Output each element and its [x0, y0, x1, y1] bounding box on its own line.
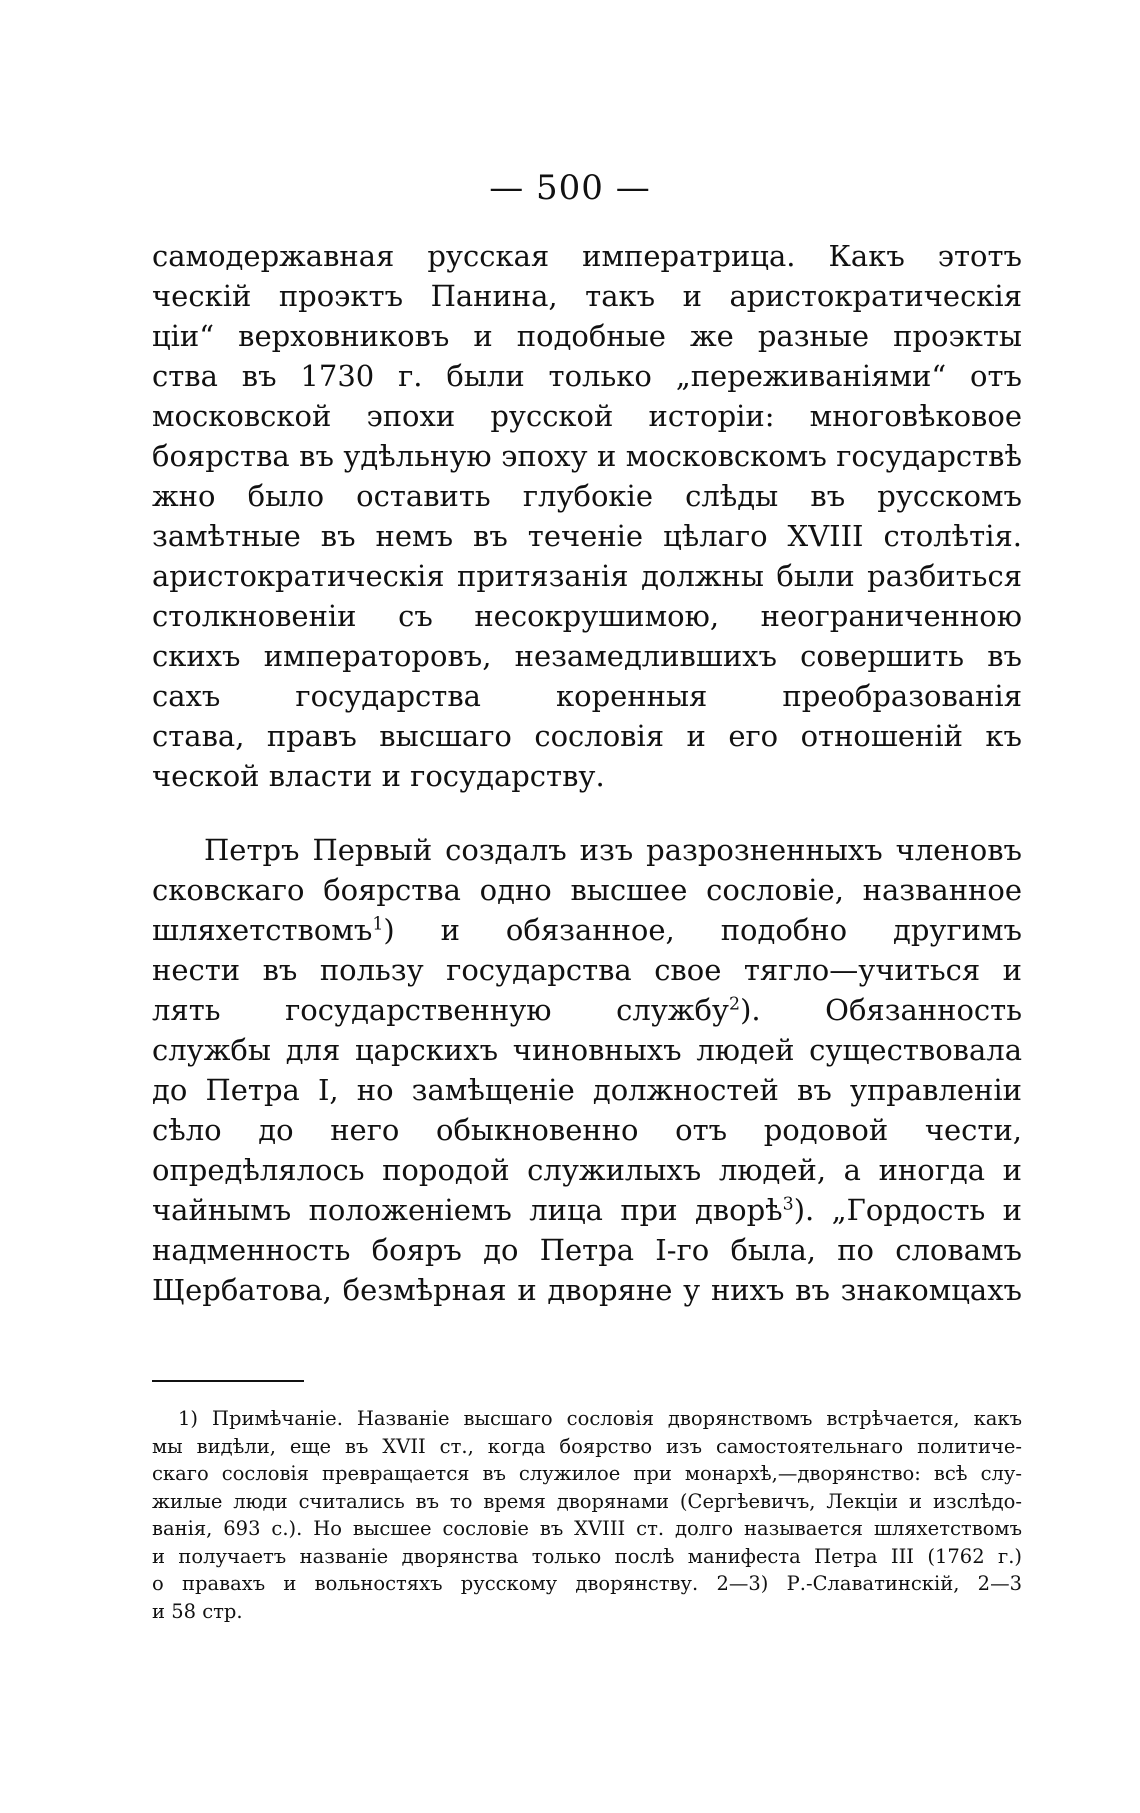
- page-number: — 500 —: [489, 168, 651, 208]
- footnote-line: скаго сословія превращается въ служилое при монархѣ,—дворянство: всѣ слу-: [152, 1462, 1022, 1485]
- text-fragment: чайнымъ положеніемъ лица при дворѣ: [152, 1193, 783, 1227]
- text-fragment: ) и обязанное, подобно другимъ: [383, 913, 1022, 947]
- footnote-line: 1) Примѣчаніе. Названіе высшаго сословія дворянствомъ встрѣчается, какъ: [178, 1407, 1022, 1430]
- text-line: скихъ императоровъ, незамедлившихъ совершить въ: [152, 639, 1022, 673]
- footnote-line: о правахъ и вольностяхъ русскому дворянству. 2—3) Р.-Славатинскій, 2—3: [152, 1572, 1022, 1595]
- text-line: замѣтные въ немъ въ теченіе цѣлаго XVIII столѣтія.: [152, 519, 1022, 553]
- text-line: московской эпохи русской исторіи: многовѣковое: [152, 399, 1022, 433]
- text-line: сковскаго боярства одно высшее сословіе, названное: [152, 873, 1022, 907]
- text-line: ціи“ верховниковъ и подобные же разные проэкты: [152, 319, 1022, 353]
- text-fragment: шляхетствомъ: [152, 913, 373, 947]
- text-fragment: ). Обязанность: [740, 993, 1022, 1027]
- text-line: боярства въ удѣльную эпоху и московскомъ государствѣ: [152, 439, 1022, 473]
- text-line: нести въ пользу государства свое тягло—учиться и: [152, 953, 1022, 987]
- text-line: става, правъ высшаго сословія и его отношеній къ: [152, 719, 1022, 753]
- text-fragment: ). „Гордость и: [793, 1193, 1022, 1227]
- footnote-line: и получаетъ названіе дворянства только послѣ манифеста Петра III (1762 г.): [152, 1544, 1022, 1568]
- footnote-reference-1[interactable]: 1: [372, 914, 384, 935]
- text-line: жно было оставить глубокіе слѣды въ русскомъ: [152, 479, 1022, 513]
- text-line: [152, 990, 1022, 1030]
- paragraph-2: [152, 830, 1022, 1310]
- footnotes: [152, 1405, 1022, 1625]
- footnote-line: и 58 стр.: [152, 1599, 243, 1623]
- text-line: ческій проэктъ Панина, такъ и аристократическія: [152, 279, 1022, 313]
- text-line: Щербатова, безмѣрная и дворяне у нихъ въ знакомцахъ: [152, 1273, 1022, 1307]
- text-line: [152, 910, 1022, 950]
- text-line: [152, 1190, 1022, 1230]
- footnote-line: жилые люди считались въ то время дворянами (Сергѣевичъ, Лекціи и изслѣдо-: [152, 1489, 1022, 1513]
- footnote-reference-2[interactable]: 2: [729, 994, 741, 1015]
- footnote-line: ванія, 693 с.). Но высшее сословіе въ XVIII ст. долго называется шляхетствомъ: [152, 1517, 1022, 1540]
- footnote-reference-3[interactable]: 3: [782, 1194, 794, 1215]
- text-line: до Петра I, но замѣщеніе должностей въ управленіи: [152, 1073, 1022, 1107]
- text-line: опредѣлялось породой служилыхъ людей, а иногда и: [152, 1153, 1022, 1187]
- text-line: надменность бояръ до Петра I-го была, по словамъ: [152, 1233, 1022, 1267]
- text-line: аристократическія притязанія должны были разбиться: [152, 559, 1022, 593]
- text-line: службы для царскихъ чиновныхъ людей существовала: [152, 1033, 1022, 1067]
- text-line: ства въ 1730 г. были только „переживаніями“ отъ: [152, 359, 1022, 393]
- text-line: ческой власти и государству.: [152, 759, 605, 793]
- text-line: сахъ государства коренныя преобразованія: [152, 679, 1022, 713]
- paragraph-1: [152, 236, 1022, 796]
- text-line: Петръ Первый создалъ изъ разрозненныхъ членовъ: [204, 833, 1022, 867]
- footnote-divider: [152, 1380, 304, 1382]
- footnote-line: мы видѣли, еще въ XVII ст., когда боярство изъ самостоятельнаго политиче-: [152, 1434, 1022, 1458]
- text-line: столкновеніи съ несокрушимою, неограниченною: [152, 599, 1022, 633]
- text-line: сѣло до него обыкновенно отъ родовой чести,: [152, 1113, 1022, 1147]
- text-line: самодержавная русская императрица. Какъ этотъ: [152, 239, 1022, 273]
- text-fragment: лять государственную службу: [152, 993, 729, 1027]
